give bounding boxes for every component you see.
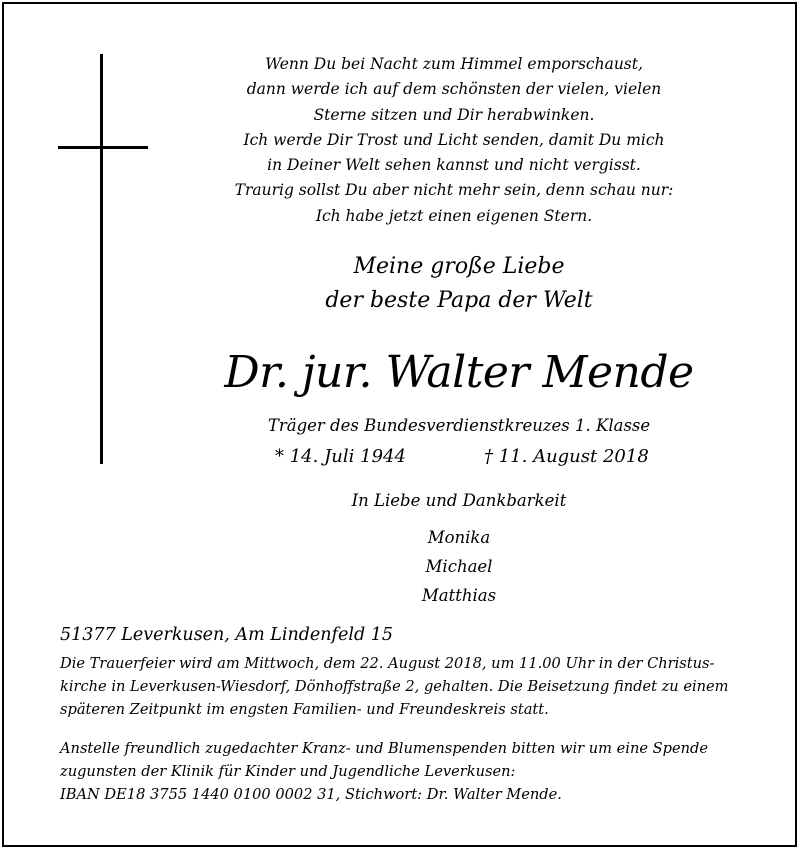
thanks-line: In Liebe und Dankbarkeit [351,491,567,510]
info-line: kirche in Leverkusen-Wiesdorf, Dönhoffstraße 2, gehalten. Die Beisetzung findet zu einem [60,678,729,695]
cross-vertical-bar [100,54,103,464]
birth-date: * 14. Juli 1944 [275,446,406,467]
deceased-name: Dr. jur. Walter Mende [224,347,694,398]
info-line: IBAN DE18 3755 1440 0100 0002 31, Stichwort: Dr. Walter Mende. [60,786,562,803]
poem-line: Traurig sollst Du aber nicht mehr sein, denn schau nur: [234,181,674,200]
mourners-list [209,523,709,610]
mourner-name: Monika [427,528,491,547]
funeral-info [60,652,752,721]
mourner-name: Michael [425,557,493,576]
info-line: Anstelle freundlich zugedachter Kranz- und Blumenspenden bitten wir um eine Spende [60,740,708,757]
poem-line: dann werde ich auf dem schönsten der vielen, vielen [246,80,662,99]
love-line: der beste Papa der Welt [325,288,593,313]
poem-line: Sterne sitzen und Dir herabwinken. [313,105,595,124]
address: 51377 Leverkusen, Am Lindenfeld 15 [60,625,394,645]
info-line: Die Trauerfeier wird am Mittwoch, dem 22. August 2018, um 11.00 Uhr in der Christus- [60,655,715,672]
donation-info [60,737,752,806]
love-dedication [209,250,709,318]
info-line: zugunsten der Klinik für Kinder und Jugendliche Leverkusen: [60,763,516,780]
death-date: † 11. August 2018 [484,446,649,467]
poem-line: Wenn Du bei Nacht zum Himmel emporschaust, [265,55,643,73]
mourner-name: Matthias [421,586,497,605]
honor-title: Träger des Bundesverdienstkreuzes 1. Klasse [267,416,651,435]
poem [194,52,714,229]
info-line: späteren Zeitpunkt im engsten Familien- und Freundeskreis statt. [60,701,549,718]
cross-horizontal-bar [58,146,148,149]
poem-line: Ich habe jetzt einen eigenen Stern. [315,206,593,225]
poem-line: Ich werde Dir Trost und Licht senden, damit Du mich [243,130,665,149]
love-line: Meine große Liebe [353,254,565,279]
poem-line: in Deiner Welt sehen kannst und nicht vergisst. [267,156,641,175]
obituary-frame [2,2,797,847]
